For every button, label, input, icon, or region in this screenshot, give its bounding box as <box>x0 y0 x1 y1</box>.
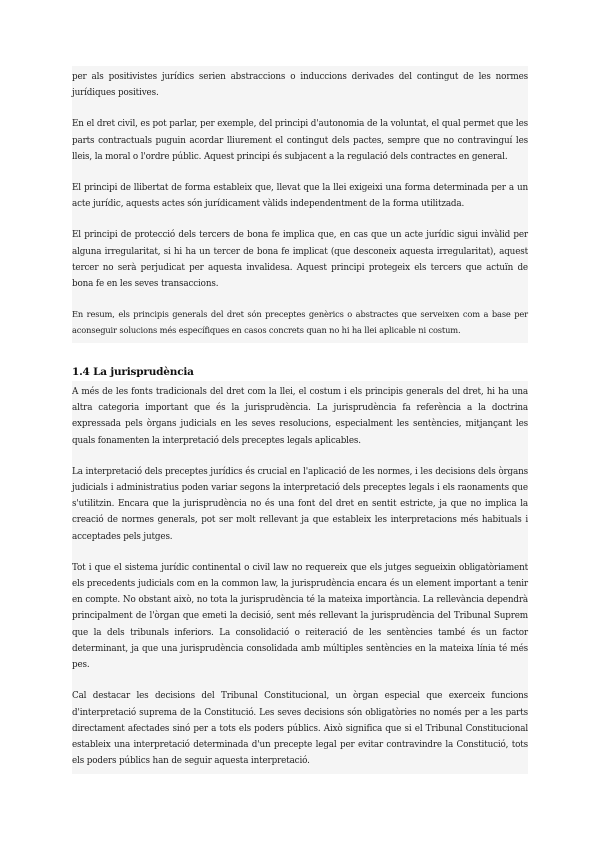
paragraph-constitutional-court: Cal destacar les decisions del Tribunal Constitucional, un òrgan especial que exerceix funcions d'interpretació suprema de la Constitució. Les seves decisions són obligatòries no només per a les parts directament afectades sinó per a tots els poders públics. Això significa que si el Tribunal Constitucional estableix una interpretació determinada d'un precepte legal per evitar contravindre la Constitució, tots els poders públics han de seguir aquesta interpretació. <box>72 691 528 767</box>
paragraph-freedom-of-form: El principi de llibertat de forma estableix que, llevat que la llei exigeixi una forma determinada per a un acte jurídic, aquests actes són jurídicament vàlids independentment de la forma utilitzada. <box>72 183 528 210</box>
paragraph-gap <box>72 101 528 116</box>
paragraph-gap <box>72 212 528 227</box>
paragraph-positivists: per als positivistes jurídics serien abstraccions o induccions derivades del contingut de les normes jurídiques positives. <box>72 72 528 99</box>
paragraph-interpretation: La interpretació dels preceptes jurídics és crucial en l'aplicació de les normes, i les decisions dels òrgans judicials i administratius poden variar segons la interpretació dels preceptes legals i els raonaments que s'utilitzin. Encara que la jurisprudència no és una font del dret en sentit estricte, ja que no implica la creació de normes generals, pot ser molt rellevant ja que estableix les interpretacions més habituals i acceptades pels jutges. <box>72 466 528 542</box>
paragraph-autonomy-principle: En el dret civil, es pot parlar, per exemple, del principi d'autonomia de la voluntat, el qual permet que les parts contractuals puguin acordar lliurement el contingut dels pactes, sempre que no contravinguí les lleis, la moral o l'ordre públic. Aquest principi és subjacent a la regulació dels contractes en general. <box>72 119 528 162</box>
section-spacer <box>72 343 528 363</box>
paragraph-gap <box>72 449 528 464</box>
paragraph-civil-law: Tot i que el sistema jurídic continental o civil law no requereix que els jutges segueixin obligatòriament els precedents judicials com en la common law, la jurisprudència encara és un element important a tenir en compte. No obstant això, no tota la jurisprudència té la mateixa importància. La rellevància dependrà principalment de l'òrgan que emeti la decisió, sent més rellevant la jurisprudència del Tribunal Suprem que la dels tribunals inferiors. La consolidació o reiteració de les sentències també és un factor determinant, ja que una jurisprudència consolidada amb múltiples sentències en la mateixa línia té més pes. <box>72 562 528 671</box>
paragraph-gap <box>72 545 528 560</box>
paragraph-gap <box>72 673 528 688</box>
document-page <box>72 66 528 774</box>
paragraph-third-party-protection: El principi de protecció dels tercers de bona fe implica que, en cas que un acte jurídic sigui invàlid per alguna irregularitat, si hi ha un tercer de bona fe implicat (que desconeix aquesta irregularitat), aquest tercer no serà perjudicat per aquesta invalidesa. Aquest principi protegeix els tercers que actuïn de bona fe en les seves transaccions. <box>72 230 528 290</box>
principles-text-block <box>72 66 528 343</box>
section-heading: 1.4 La jurisprudència <box>72 366 194 379</box>
jurisprudence-text-block <box>72 381 528 774</box>
paragraph-jurisprudence-intro: A més de les fonts tradicionals del dret com la llei, el costum i els principis generals del dret, hi ha una altra categoria important que és la jurisprudència. La jurisprudència fa referència a la doctrina expressada pels òrgans judicials en les seves resolucions, especialment les sentències, mitjançant les quals fonamenten la interpretació dels preceptes legals aplicables. <box>72 387 528 446</box>
paragraph-gap <box>72 292 528 307</box>
paragraph-gap <box>72 165 528 180</box>
paragraph-summary: En resum, els principis generals del dret són preceptes genèrics o abstractes que serveixen com a base per aconseguir solucions més específiques en casos concrets quan no hi ha llei aplicable ni costum. <box>72 309 528 335</box>
